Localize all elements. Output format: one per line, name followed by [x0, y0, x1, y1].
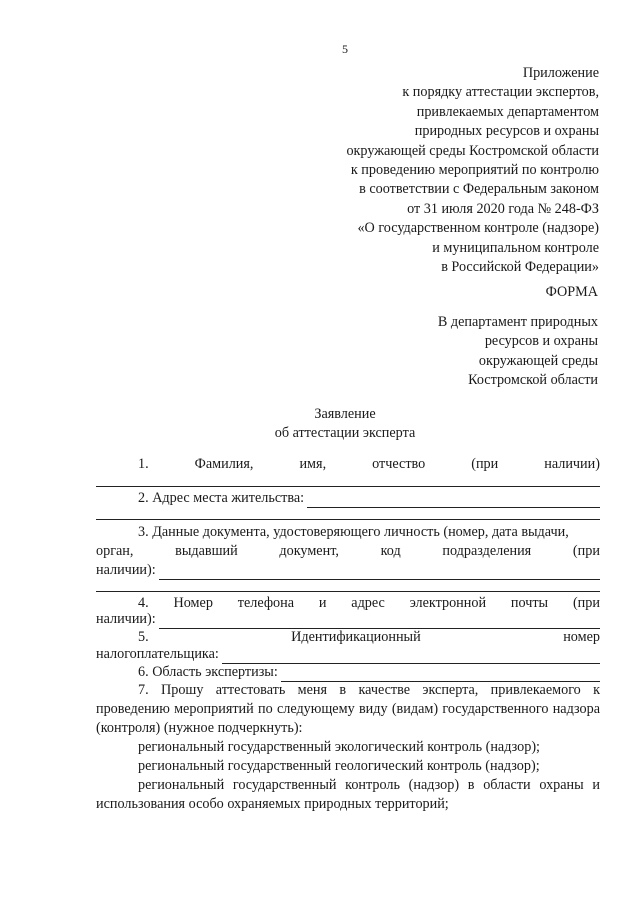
item-2-label: 2. Адрес места жительства: — [138, 490, 305, 506]
appendix-line: окружающей среды Костромской области — [346, 142, 599, 159]
item-3-label: 3. Данные документа, удостоверяющего личность (номер, дата выдачи, — [138, 524, 569, 540]
appendix-header — [346, 64, 599, 277]
option-geological-control[interactable]: региональный государственный геологический контроль (надзор); — [138, 758, 540, 774]
addressee-line: ресурсов и охраны — [484, 333, 598, 350]
expertise-area-field[interactable] — [281, 667, 600, 682]
appendix-line: «О государственном контроле (надзоре) — [357, 220, 599, 237]
title-line: об аттестации эксперта — [274, 425, 416, 441]
full-name-field[interactable] — [96, 472, 600, 487]
appendix-line: Приложение — [522, 65, 599, 81]
appendix-line: привлекаемых департаментом — [416, 103, 599, 120]
page-number: 5 — [342, 42, 348, 56]
phone-email-field[interactable] — [159, 614, 600, 629]
addressee-line: окружающей среды — [478, 352, 598, 369]
item-3-label-line-2: орган, выдавший документ, код подразделения (при — [96, 543, 600, 559]
appendix-line: к порядку аттестации экспертов, — [402, 84, 599, 101]
identity-document-field-line-2[interactable] — [96, 577, 600, 592]
appendix-line: природных ресурсов и охраны — [414, 123, 599, 140]
appendix-line: к проведению мероприятий по контролю — [350, 162, 599, 179]
item-1-label: 1. Фамилия, имя, отчество (при наличии) — [138, 456, 600, 472]
option-ecological-control[interactable]: региональный государственный экологический контроль (надзор); — [138, 739, 540, 755]
item-4-label: 4. Номер телефона и адрес электронной почты (при — [138, 595, 600, 611]
residence-address-field-line-2[interactable] — [96, 505, 600, 520]
appendix-line: в Российской Федерации» — [441, 259, 599, 276]
form-label: ФОРМА — [545, 284, 598, 300]
item-5-row: налогоплательщика: — [96, 645, 600, 664]
item-5-label: 5. Идентификационный номер — [138, 629, 600, 645]
addressee-block — [438, 313, 598, 391]
appendix-line: и муниципальном контроле — [432, 239, 599, 256]
item-4-row: наличии): — [96, 610, 600, 629]
appendix-line: в соответствии с Федеральным законом — [359, 181, 599, 198]
document-title — [0, 405, 640, 443]
item-7-text: 7. Прошу аттестовать меня в качестве эксперта, привлекаемого к проведению мероприятий по следующему виду (видам) государственного надзора (контроля) (нужное подчеркнуть): — [96, 682, 600, 736]
addressee-line: В департамент природных — [437, 314, 598, 330]
item-6-row — [96, 663, 600, 682]
addressee-line: Костромской области — [468, 372, 598, 389]
item-3-row: наличии): — [96, 561, 600, 580]
title-line: Заявление — [314, 406, 376, 422]
taxpayer-id-field[interactable] — [222, 649, 600, 664]
appendix-line: от 31 июля 2020 года № 248-ФЗ — [407, 200, 599, 217]
option-protected-territories-control[interactable]: региональный государственный контроль (надзор) в области охраны и использования особо охраняемых природных территорий; — [96, 777, 600, 812]
item-6-label: 6. Область экспертизы: — [138, 664, 278, 680]
